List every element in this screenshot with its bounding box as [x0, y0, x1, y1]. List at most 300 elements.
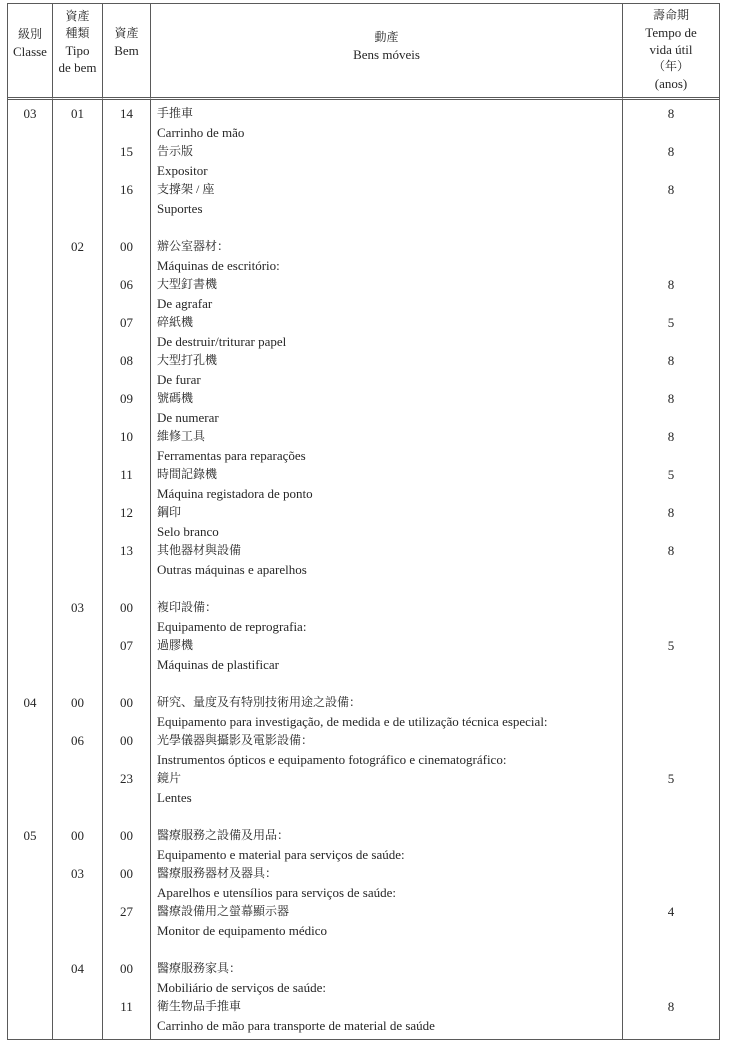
header-vida-text — [623, 7, 719, 92]
entry-row — [8, 180, 719, 199]
empty-cell — [623, 883, 719, 902]
empty-cell — [623, 731, 719, 750]
life-years: 8 — [667, 391, 675, 406]
header-tipo-zh-1: 資產 — [65, 9, 90, 23]
chinese-description: 鋼印 — [151, 503, 623, 522]
life-years: 8 — [667, 543, 675, 558]
empty-cell — [8, 161, 53, 180]
empty-cell — [623, 788, 719, 807]
header-vida-unit-pt: (anos) — [654, 76, 688, 91]
entry-row — [8, 237, 719, 256]
empty-cell — [623, 294, 719, 313]
empty-cell — [623, 959, 719, 978]
life-years: 5 — [667, 638, 675, 653]
bem-code: 27 — [103, 902, 151, 921]
empty-cell — [623, 1016, 719, 1035]
header-vida-zh: 壽命期 — [652, 8, 689, 22]
empty-cell — [103, 123, 151, 142]
empty-cell — [53, 541, 103, 560]
empty-cell — [103, 978, 151, 997]
empty-cell — [623, 256, 719, 275]
bem-code: 06 — [103, 275, 151, 294]
group-separator-row — [8, 579, 719, 598]
empty-cell — [103, 256, 151, 275]
portuguese-description: Selo branco — [151, 522, 623, 541]
tipo-code: 00 — [53, 826, 103, 845]
empty-cell — [623, 218, 719, 237]
entry-row-portuguese — [8, 522, 719, 541]
bem-code: 00 — [103, 864, 151, 883]
chinese-description: 手推車 — [151, 104, 623, 123]
header-tipo-pt-2: de bem — [58, 60, 97, 75]
empty-cell — [103, 940, 151, 959]
empty-cell — [8, 731, 53, 750]
entry-row-portuguese — [8, 199, 719, 218]
portuguese-description: De numerar — [151, 408, 623, 427]
entry-row-portuguese — [8, 1016, 719, 1035]
header-bem-text — [103, 25, 150, 59]
empty-cell — [623, 560, 719, 579]
empty-cell — [623, 408, 719, 427]
entry-row-portuguese — [8, 332, 719, 351]
empty-cell — [8, 332, 53, 351]
group-separator-row — [8, 218, 719, 237]
life-years: 8 — [667, 106, 675, 121]
empty-cell — [103, 845, 151, 864]
empty-cell — [623, 826, 719, 845]
classe-code: 05 — [8, 826, 53, 845]
empty-cell — [623, 845, 719, 864]
bem-code: 00 — [103, 237, 151, 256]
entry-row-portuguese — [8, 446, 719, 465]
empty-cell — [53, 978, 103, 997]
empty-cell — [53, 674, 103, 693]
empty-cell — [53, 750, 103, 769]
empty-cell — [8, 997, 53, 1016]
header-bem-zh: 資產 — [114, 26, 139, 40]
entry-row — [8, 826, 719, 845]
header-row — [8, 4, 719, 100]
header-classe-text — [8, 26, 52, 60]
empty-cell — [53, 199, 103, 218]
empty-cell — [103, 712, 151, 731]
life-years: 8 — [667, 182, 675, 197]
empty-cell — [8, 484, 53, 503]
portuguese-description: Monitor de equipamento médico — [151, 921, 623, 940]
empty-cell — [623, 123, 719, 142]
portuguese-description: Carrinho de mão para transporte de material de saúde — [151, 1016, 623, 1035]
empty-cell — [53, 579, 103, 598]
header-bens-zh: 動產 — [374, 30, 399, 44]
empty-cell — [103, 674, 151, 693]
entry-row-portuguese — [8, 370, 719, 389]
empty-cell — [8, 237, 53, 256]
empty-cell — [53, 256, 103, 275]
bem-code: 07 — [103, 636, 151, 655]
empty-cell — [8, 959, 53, 978]
bem-code: 16 — [103, 180, 151, 199]
empty-cell — [8, 807, 53, 826]
empty-cell — [53, 389, 103, 408]
life-years: 8 — [667, 505, 675, 520]
portuguese-description: Equipamento de reprografia: — [151, 617, 623, 636]
empty-cell — [8, 313, 53, 332]
empty-cell — [103, 1035, 151, 1039]
portuguese-description: De destruir/triturar papel — [151, 332, 623, 351]
empty-cell — [623, 674, 719, 693]
header-tipo — [53, 4, 103, 100]
bottom-padding-row — [8, 1035, 719, 1039]
empty-cell — [623, 237, 719, 256]
entry-row-portuguese — [8, 617, 719, 636]
empty-cell — [8, 123, 53, 142]
empty-cell — [151, 1035, 623, 1039]
tipo-code: 03 — [53, 598, 103, 617]
header-classe-pt: Classe — [13, 44, 47, 59]
life-years: 8 — [667, 429, 675, 444]
empty-cell — [8, 921, 53, 940]
bem-code: 00 — [103, 731, 151, 750]
empty-cell — [8, 427, 53, 446]
bem-code: 00 — [103, 959, 151, 978]
entry-row — [8, 503, 719, 522]
entry-row — [8, 465, 719, 484]
empty-cell — [103, 617, 151, 636]
tipo-code: 06 — [53, 731, 103, 750]
empty-cell — [53, 902, 103, 921]
header-bens-moveis — [151, 4, 623, 100]
empty-cell — [103, 161, 151, 180]
empty-cell — [8, 351, 53, 370]
empty-cell — [103, 921, 151, 940]
empty-cell — [53, 807, 103, 826]
empty-cell — [53, 465, 103, 484]
empty-cell — [53, 313, 103, 332]
bem-code: 00 — [103, 598, 151, 617]
empty-cell — [8, 180, 53, 199]
entry-row — [8, 693, 719, 712]
empty-cell — [623, 655, 719, 674]
empty-cell — [8, 674, 53, 693]
header-classe-zh: 級別 — [17, 27, 42, 41]
empty-cell — [103, 1016, 151, 1035]
empty-cell — [8, 256, 53, 275]
empty-cell — [53, 1035, 103, 1039]
empty-cell — [8, 864, 53, 883]
bem-code: 09 — [103, 389, 151, 408]
entry-row-portuguese — [8, 408, 719, 427]
entry-row-portuguese — [8, 256, 719, 275]
chinese-description: 鏡片 — [151, 769, 623, 788]
entry-row — [8, 351, 719, 370]
empty-cell — [103, 484, 151, 503]
entry-row — [8, 313, 719, 332]
empty-cell — [103, 807, 151, 826]
group-separator-row — [8, 940, 719, 959]
header-tipo-pt-1: Tipo — [65, 43, 90, 58]
empty-cell — [8, 218, 53, 237]
empty-cell — [103, 446, 151, 465]
empty-cell — [8, 712, 53, 731]
chinese-description: 光學儀器與攝影及電影設備： — [151, 731, 623, 750]
empty-cell — [53, 788, 103, 807]
entry-row — [8, 541, 719, 560]
empty-cell — [151, 940, 623, 959]
empty-cell — [103, 883, 151, 902]
bem-code: 12 — [103, 503, 151, 522]
empty-cell — [103, 199, 151, 218]
empty-cell — [623, 332, 719, 351]
header-tempo-de-vida — [623, 4, 719, 100]
life-years: 5 — [667, 315, 675, 330]
empty-cell — [623, 161, 719, 180]
table-header — [8, 4, 719, 100]
bem-code: 11 — [103, 997, 151, 1016]
empty-cell — [53, 845, 103, 864]
portuguese-description: Suportes — [151, 199, 623, 218]
chinese-description: 碎紙機 — [151, 313, 623, 332]
empty-cell — [623, 617, 719, 636]
empty-cell — [53, 997, 103, 1016]
portuguese-description: Carrinho de mão — [151, 123, 623, 142]
header-bens-pt: Bens móveis — [353, 47, 420, 62]
empty-cell — [53, 655, 103, 674]
empty-cell — [8, 541, 53, 560]
empty-cell — [53, 180, 103, 199]
chinese-description: 告示版 — [151, 142, 623, 161]
empty-cell — [103, 408, 151, 427]
chinese-description: 號碼機 — [151, 389, 623, 408]
entry-row — [8, 769, 719, 788]
empty-cell — [53, 275, 103, 294]
empty-cell — [623, 199, 719, 218]
group-separator-row — [8, 674, 719, 693]
empty-cell — [623, 864, 719, 883]
empty-cell — [8, 902, 53, 921]
entry-row — [8, 427, 719, 446]
empty-cell — [53, 1016, 103, 1035]
chinese-description: 醫療服務器材及器具： — [151, 864, 623, 883]
empty-cell — [8, 617, 53, 636]
empty-cell — [103, 788, 151, 807]
empty-cell — [8, 370, 53, 389]
empty-cell — [8, 788, 53, 807]
empty-cell — [8, 769, 53, 788]
tipo-code: 00 — [53, 693, 103, 712]
empty-cell — [151, 807, 623, 826]
life-years: 4 — [667, 904, 675, 919]
empty-cell — [103, 332, 151, 351]
entry-row-portuguese — [8, 484, 719, 503]
bem-code: 13 — [103, 541, 151, 560]
entry-row-portuguese — [8, 788, 719, 807]
empty-cell — [53, 484, 103, 503]
header-bem — [103, 4, 151, 100]
bem-code: 00 — [103, 693, 151, 712]
chinese-description: 過膠機 — [151, 636, 623, 655]
empty-cell — [623, 522, 719, 541]
entry-row-portuguese — [8, 845, 719, 864]
tipo-code: 04 — [53, 959, 103, 978]
empty-cell — [8, 845, 53, 864]
empty-cell — [53, 351, 103, 370]
empty-cell — [53, 370, 103, 389]
bem-code: 00 — [103, 826, 151, 845]
empty-cell — [53, 332, 103, 351]
entry-row-portuguese — [8, 921, 719, 940]
empty-cell — [8, 503, 53, 522]
classe-code: 04 — [8, 693, 53, 712]
empty-cell — [623, 940, 719, 959]
empty-cell — [8, 275, 53, 294]
header-bem-pt: Bem — [114, 43, 139, 58]
chinese-description: 其他器材與設備 — [151, 541, 623, 560]
empty-cell — [8, 598, 53, 617]
empty-cell — [8, 465, 53, 484]
entry-row — [8, 959, 719, 978]
empty-cell — [53, 636, 103, 655]
life-years: 5 — [667, 771, 675, 786]
empty-cell — [8, 560, 53, 579]
chinese-description: 維修工具 — [151, 427, 623, 446]
entry-row — [8, 275, 719, 294]
empty-cell — [8, 978, 53, 997]
chinese-description: 醫療服務之設備及用品： — [151, 826, 623, 845]
empty-cell — [103, 655, 151, 674]
portuguese-description: Outras máquinas e aparelhos — [151, 560, 623, 579]
chinese-description: 研究、量度及有特別技術用途之設備： — [151, 693, 623, 712]
entry-row-portuguese — [8, 978, 719, 997]
empty-cell — [151, 218, 623, 237]
empty-cell — [53, 940, 103, 959]
portuguese-description: Lentes — [151, 788, 623, 807]
empty-cell — [623, 484, 719, 503]
portuguese-description: Equipamento para investigação, de medida e de utilização técnica especial: — [151, 712, 623, 731]
empty-cell — [151, 674, 623, 693]
empty-cell — [103, 579, 151, 598]
empty-cell — [8, 1016, 53, 1035]
table-body — [8, 100, 719, 1039]
header-bens-text — [151, 29, 622, 63]
header-vida-pt-1: Tempo de — [645, 25, 697, 40]
empty-cell — [103, 560, 151, 579]
entry-row — [8, 389, 719, 408]
portuguese-description: De furar — [151, 370, 623, 389]
empty-cell — [623, 978, 719, 997]
chinese-description: 醫療服務家具： — [151, 959, 623, 978]
portuguese-description: Máquinas de plastificar — [151, 655, 623, 674]
entry-row-portuguese — [8, 123, 719, 142]
entry-row-portuguese — [8, 161, 719, 180]
bem-code: 07 — [103, 313, 151, 332]
chinese-description: 大型打孔機 — [151, 351, 623, 370]
bem-code: 23 — [103, 769, 151, 788]
entry-row — [8, 636, 719, 655]
empty-cell — [103, 750, 151, 769]
empty-cell — [623, 750, 719, 769]
empty-cell — [53, 883, 103, 902]
portuguese-description: Máquinas de escritório: — [151, 256, 623, 275]
group-separator-row — [8, 807, 719, 826]
empty-cell — [8, 1035, 53, 1039]
empty-cell — [8, 636, 53, 655]
portuguese-description: De agrafar — [151, 294, 623, 313]
empty-cell — [8, 940, 53, 959]
empty-cell — [53, 921, 103, 940]
empty-cell — [8, 446, 53, 465]
header-vida-pt-2: vida útil — [649, 42, 693, 57]
tipo-code: 01 — [53, 104, 103, 123]
empty-cell — [8, 655, 53, 674]
empty-cell — [623, 693, 719, 712]
empty-cell — [623, 1035, 719, 1039]
entry-row — [8, 142, 719, 161]
header-tipo-text — [53, 8, 102, 76]
empty-cell — [8, 408, 53, 427]
portuguese-description: Expositor — [151, 161, 623, 180]
empty-cell — [53, 712, 103, 731]
tipo-code: 03 — [53, 864, 103, 883]
header-vida-unit-zh: （年） — [652, 59, 689, 73]
empty-cell — [53, 522, 103, 541]
empty-cell — [623, 921, 719, 940]
portuguese-description: Equipamento e material para serviços de saúde: — [151, 845, 623, 864]
empty-cell — [103, 370, 151, 389]
empty-cell — [103, 218, 151, 237]
empty-cell — [623, 579, 719, 598]
empty-cell — [623, 446, 719, 465]
empty-cell — [8, 522, 53, 541]
bem-code: 15 — [103, 142, 151, 161]
chinese-description: 醫療設備用之螢幕顯示器 — [151, 902, 623, 921]
portuguese-description: Ferramentas para reparações — [151, 446, 623, 465]
life-years: 8 — [667, 999, 675, 1014]
empty-cell — [53, 427, 103, 446]
entry-row-portuguese — [8, 750, 719, 769]
life-years: 5 — [667, 467, 675, 482]
empty-cell — [8, 579, 53, 598]
empty-cell — [103, 294, 151, 313]
entry-row — [8, 997, 719, 1016]
chinese-description: 大型釘書機 — [151, 275, 623, 294]
chinese-description: 支撐架 / 座 — [151, 180, 623, 199]
empty-cell — [8, 883, 53, 902]
empty-cell — [53, 617, 103, 636]
bem-code: 14 — [103, 104, 151, 123]
empty-cell — [53, 142, 103, 161]
empty-cell — [53, 294, 103, 313]
empty-cell — [8, 750, 53, 769]
classe-code: 03 — [8, 104, 53, 123]
chinese-description: 複印設備： — [151, 598, 623, 617]
entry-row-portuguese — [8, 655, 719, 674]
entry-row-portuguese — [8, 294, 719, 313]
life-years: 8 — [667, 144, 675, 159]
entry-row — [8, 598, 719, 617]
empty-cell — [623, 807, 719, 826]
entry-row — [8, 731, 719, 750]
empty-cell — [53, 218, 103, 237]
empty-cell — [623, 370, 719, 389]
life-years: 8 — [667, 353, 675, 368]
entry-row — [8, 104, 719, 123]
portuguese-description: Máquina registadora de ponto — [151, 484, 623, 503]
entry-row-portuguese — [8, 712, 719, 731]
entry-row-portuguese — [8, 883, 719, 902]
entry-row — [8, 902, 719, 921]
bem-code: 10 — [103, 427, 151, 446]
asset-life-table — [7, 3, 720, 1040]
